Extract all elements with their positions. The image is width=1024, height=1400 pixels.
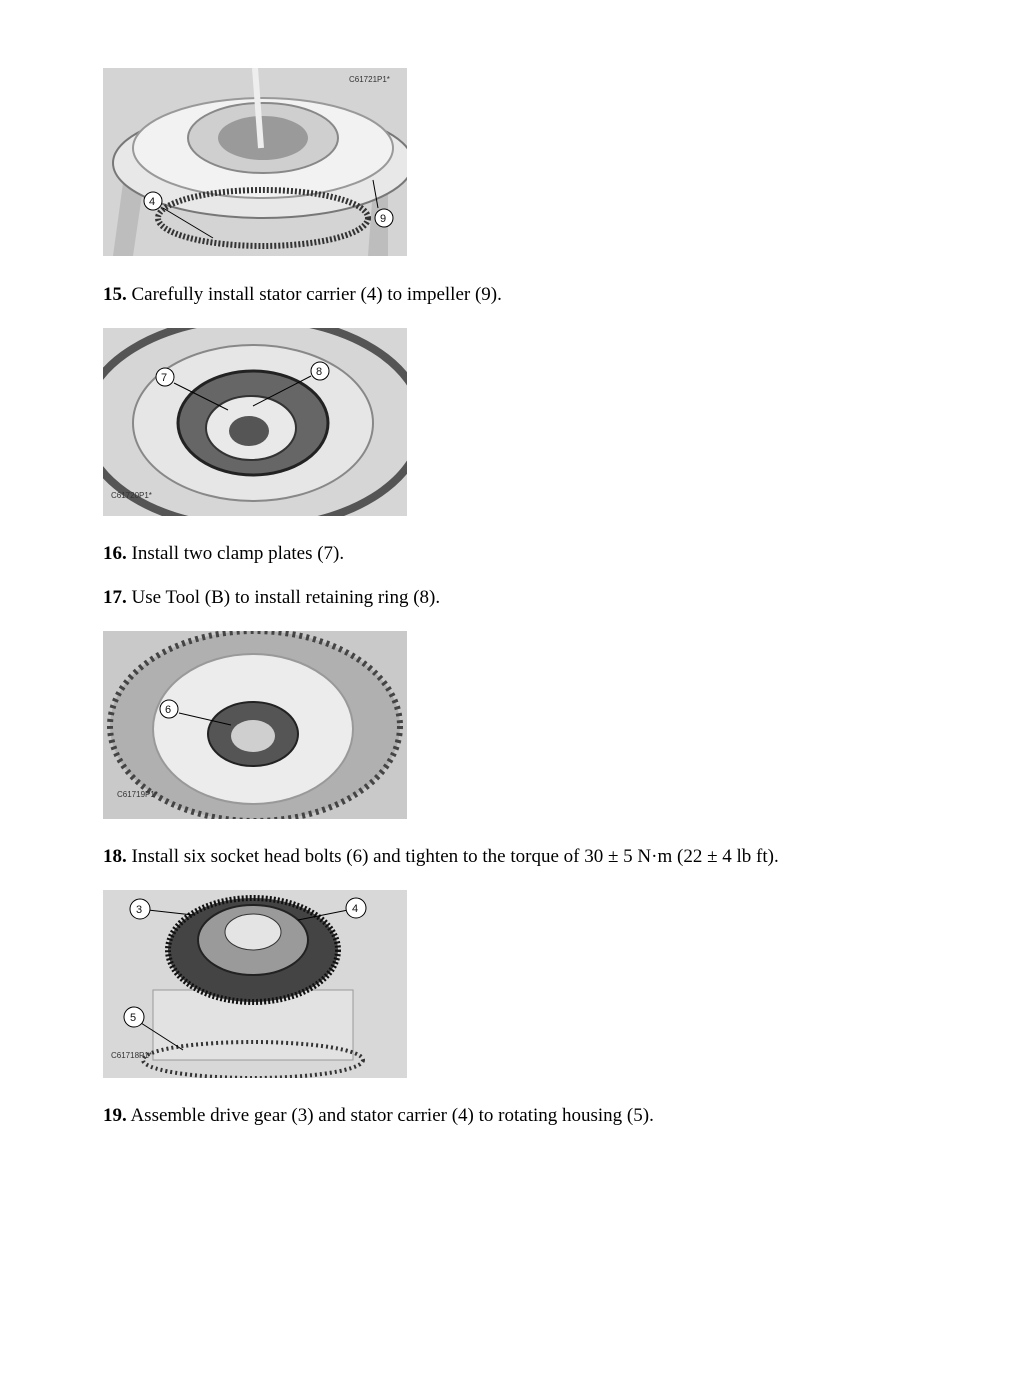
callout-4: 4 [149, 196, 156, 208]
step-number: 15. [103, 284, 127, 305]
figure-stator-carrier-impeller [103, 68, 407, 256]
step-text: Carefully install stator carrier (4) to impeller (9). [126, 284, 502, 305]
step-text: Use Tool (B) to install retaining ring (8). [126, 587, 441, 608]
callout-3: 3 [136, 904, 143, 916]
step-text: Assemble drive gear (3) and stator carrier (4) to rotating housing (5). [126, 1105, 654, 1126]
photo-clamp-plates [103, 328, 407, 516]
step-19 [103, 1105, 654, 1127]
callout-7: 7 [161, 372, 168, 384]
callout-5: 5 [130, 1012, 137, 1024]
step-17 [103, 587, 440, 609]
step-16 [103, 543, 344, 565]
step-number: 19. [103, 1105, 127, 1126]
callout-6: 6 [165, 704, 172, 716]
figure-socket-head-bolts [103, 631, 407, 819]
photo-impeller [103, 68, 407, 256]
callout-8: 8 [316, 366, 323, 378]
step-number: 17. [103, 587, 127, 608]
step-18 [103, 846, 779, 868]
figure-code: C61719P1* [117, 790, 158, 799]
step-text: Install six socket head bolts (6) and tighten to the torque of 30 ± 5 N·m (22 ± 4 lb ft). [126, 846, 779, 867]
figure-code: C61720P1* [111, 491, 152, 500]
figure-code: C61721P1* [349, 75, 390, 84]
figure-clamp-plates [103, 328, 407, 516]
step-text: Install two clamp plates (7). [126, 543, 345, 564]
step-15 [103, 284, 502, 306]
photo-drive-gear-assembly [103, 890, 407, 1078]
callout-9: 9 [380, 213, 387, 225]
figure-drive-gear-assembly [103, 890, 407, 1078]
callout-4: 4 [352, 903, 359, 915]
figure-code: C61718P1* [111, 1051, 152, 1060]
step-number: 18. [103, 846, 127, 867]
step-number: 16. [103, 543, 127, 564]
photo-socket-head-bolts [103, 631, 407, 819]
